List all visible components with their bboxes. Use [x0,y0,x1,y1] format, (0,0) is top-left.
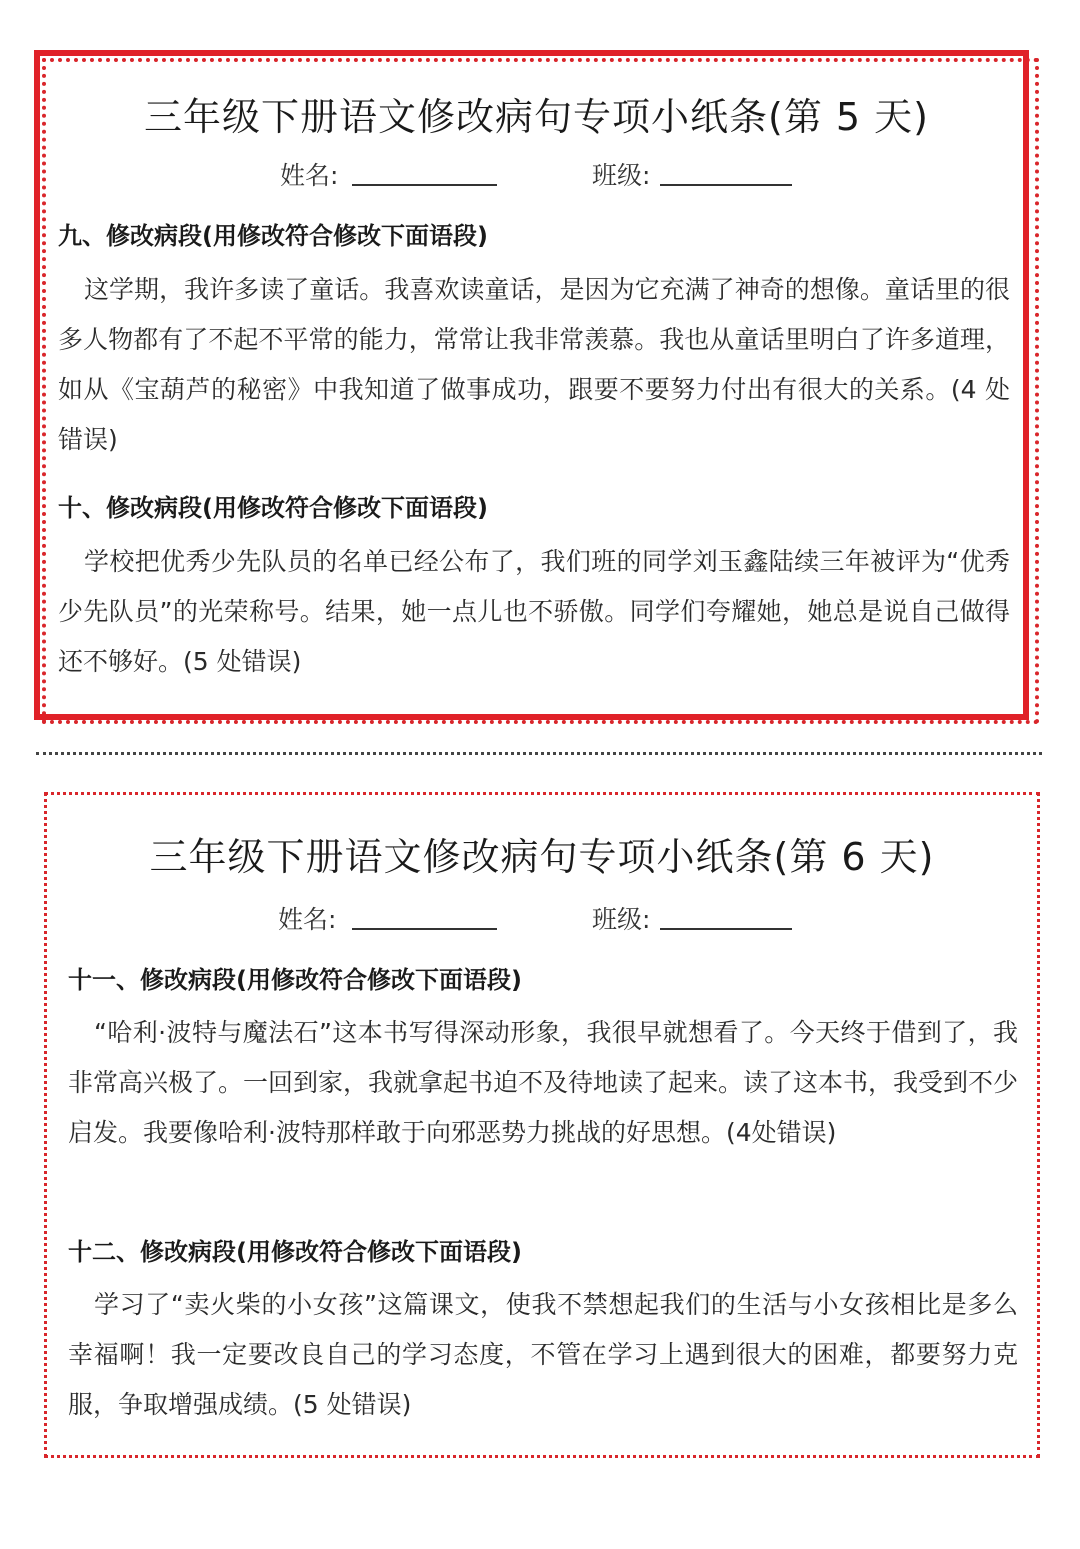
class-blank [660,184,792,186]
worksheet-card-day-6 [44,792,1040,1458]
section-heading: 十、修改病段(用修改符合修改下面语段) [58,494,488,522]
card-title: 三年级下册语文修改病句专项小纸条(第 6 天) [149,835,935,879]
card-title: 三年级下册语文修改病句专项小纸条(第 5 天) [144,95,929,139]
section-heading: 十二、修改病段(用修改符合修改下面语段) [68,1238,522,1266]
name-label: 姓名: [280,161,339,190]
section-heading: 十一、修改病段(用修改符合修改下面语段) [68,966,522,994]
section-paragraph: “哈利·波特与魔法石”这本书写得深动形象，我很早就想看了。今天终于借到了，我非常高兴极了。一回到家，我就拿起书迫不及待地读了起来。读了这本书，我受到不少启发。我要像哈利·波特那样敢于向邪恶势力挑战的好思想。(4处错误) [68,1018,1019,1147]
section-paragraph: 学校把优秀少先队员的名单已经公布了，我们班的同学刘玉鑫陆续三年被评为“优秀少先队员”的光荣称号。结果，她一点儿也不骄傲。同学们夸耀她，她总是说自己做得还不够好。(5 处错误) [58,547,1010,676]
class-blank [660,928,792,930]
worksheet-card-day-5 [38,54,1035,720]
name-label: 姓名: [278,905,337,934]
section-paragraph: 这学期，我许多读了童话。我喜欢读童话，是因为它充满了神奇的想像。童话里的很多人物都有了不起不平常的能力，常常让我非常羡慕。我也从童话里明白了许多道理，如从《宝葫芦的秘密》中我知道了做事成功，跟要不要努力付出有很大的关系。(4 处错误) [58,275,1010,454]
section-paragraph: 学习了“卖火柴的小女孩”这篇课文，使我不禁想起我们的生活与小女孩相比是多么幸福啊！我一定要改良自己的学习态度，不管在学习上遇到很大的困难，都要努力克服，争取增强成绩。(5 处错误) [68,1290,1018,1419]
name-blank [352,928,497,930]
name-blank [352,184,497,186]
class-label: 班级: [592,905,651,934]
class-label: 班级: [592,161,651,190]
cut-line-divider [36,752,1042,755]
section-heading: 九、修改病段(用修改符合修改下面语段) [58,222,488,250]
